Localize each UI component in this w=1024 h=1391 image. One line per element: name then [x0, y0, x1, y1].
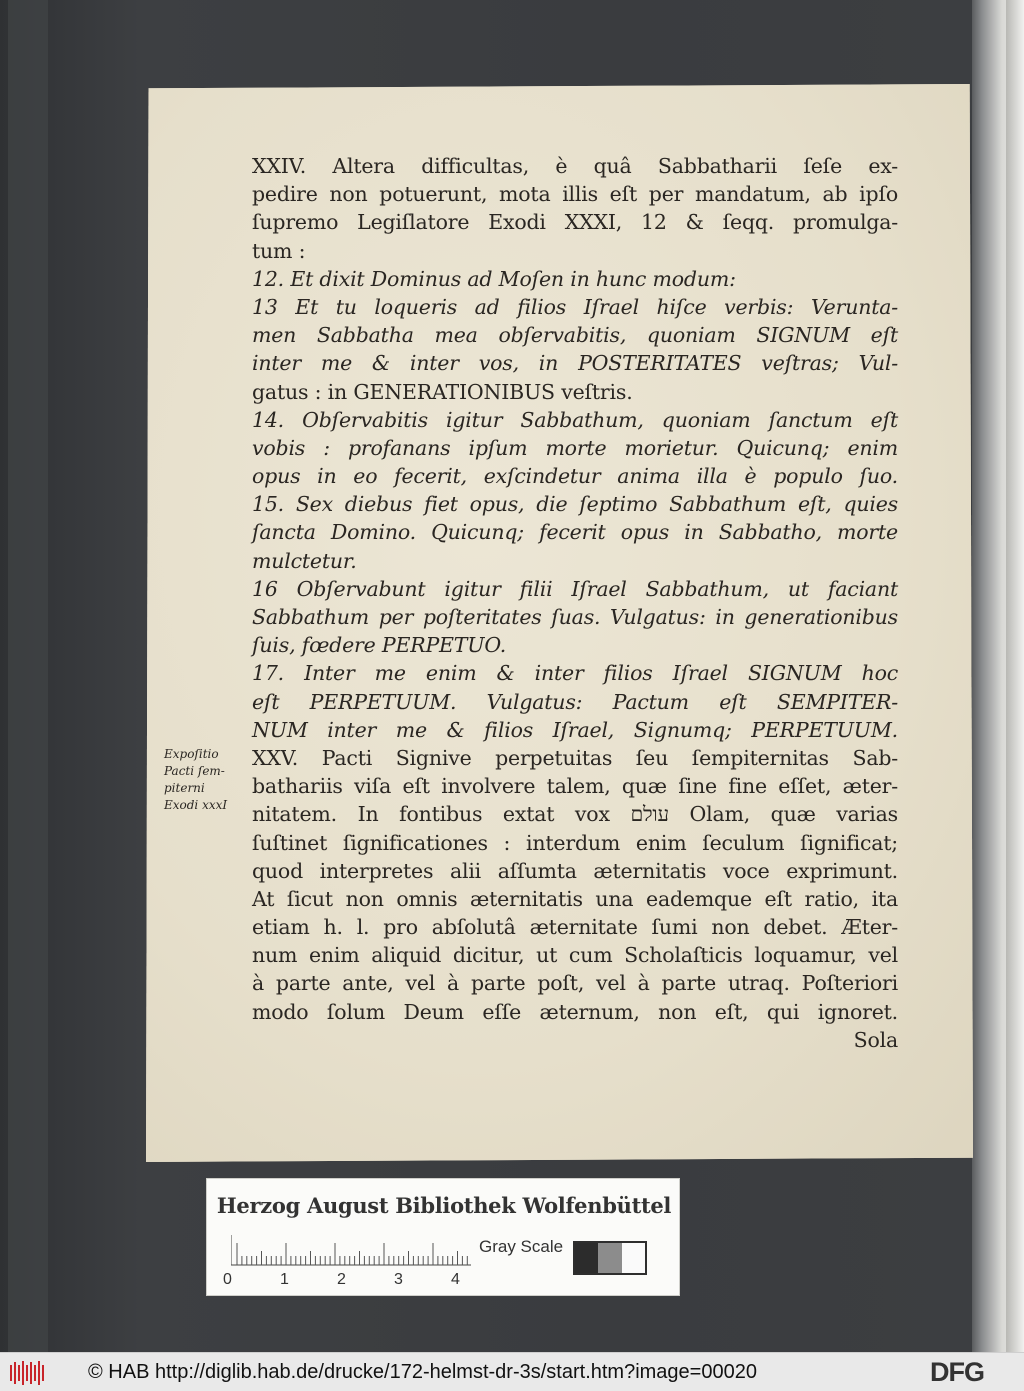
text-line: At ſicut non omnis æternitatis una eademque eſt ratio, ita: [252, 886, 898, 911]
scan-right-edge-highlight: [1006, 0, 1024, 1352]
text-line: inter me & inter vos, in POSTERITATES veſtras; Vul-: [252, 351, 898, 376]
text-line: pedire non potuerunt, mota illis eſt per mandatum, ab ipſo: [252, 182, 898, 207]
text-line: eſt PERPETUUM. Vulgatus: Pactum eſt SEMPITER-: [252, 689, 898, 714]
text-line: 13 Et tu loqueris ad filios Iſrael hiſce verbis: Verunta-: [252, 294, 898, 319]
text-line: gatus : in GENERATIONIBUS veſtris.: [252, 379, 633, 404]
text-line: XXV. Pacti Signive perpetuitas ſeu ſempiternitas Sab-: [252, 745, 898, 770]
text-line: men Sabbatha mea obſervabitis, quoniam SIGNUM eſt: [252, 323, 898, 348]
dfg-logo: DFG: [930, 1357, 984, 1387]
gray-scale-swatch: [573, 1241, 647, 1275]
text-line: 17. Inter me enim & inter filios Iſrael SIGNUM hoc: [252, 661, 898, 686]
margin-note: [164, 746, 254, 814]
margin-note-line: Pacti ſem-: [164, 764, 225, 778]
page-text: [252, 152, 898, 1054]
ruler-number: 1: [280, 1271, 289, 1288]
text-line: ſupremo Legiſlatore Exodi XXXI, 12 & ſeqq. promulga-: [252, 210, 898, 235]
margin-note-line: Expoſitio: [164, 747, 219, 761]
text-line: opus in eo fecerit, exſcindetur anima illa è populo ſuo.: [252, 464, 898, 489]
hab-logo-icon: [8, 1359, 48, 1387]
library-label-card: [206, 1178, 680, 1296]
text-line: ſuſtinet ſignificationes : interdum enim ſeculum ſignificat;: [252, 830, 898, 855]
ruler-number: 2: [337, 1271, 346, 1288]
text-line: modo ſolum Deum eſſe æternum, non eſt, qui ignoret.: [252, 999, 898, 1024]
text-line: nitatem. In fontibus extat vox עולם Olam, quæ varias: [252, 802, 898, 827]
margin-note-line: piterni: [164, 781, 205, 795]
text-line: bathariis viſa eſt involvere talem, quæ ſine fine eſſet, æter-: [252, 774, 898, 799]
copyright-link[interactable]: © HAB http://diglib.hab.de/drucke/172-helmst-dr-3s/start.htm?image=00020: [88, 1361, 757, 1383]
ruler-number: 4: [451, 1271, 460, 1288]
text-line: NUM inter me & filios Iſrael, Signumq; PERPETUUM.: [252, 717, 898, 742]
text-line: 16 Obſervabunt igitur filii Iſrael Sabbathum, ut faciant: [252, 576, 898, 601]
library-name: Herzog August Bibliothek Wolfenbüttel: [216, 1193, 672, 1218]
text-line: Sabbathum per poſteritates ſuas. Vulgatus: in generationibus: [252, 605, 898, 629]
text-line: vobis : profanans ipſum morte morietur. Quicunq; enim: [252, 435, 898, 460]
text-line: num enim aliquid dicitur, ut cum Scholaſticis loquamur, vel: [252, 943, 898, 968]
ruler-number: 0: [223, 1271, 232, 1288]
text-line: à parte ante, vel à parte poſt, vel à parte utraq. Poſteriori: [252, 971, 898, 996]
margin-note-line: Exodi xxxI: [164, 798, 228, 812]
gray-scale-label: Gray Scale: [479, 1237, 564, 1256]
viewer-footer: [0, 1352, 1024, 1391]
text-line: quod interpretes alii aſſumta æternitatis voce exprimunt.: [252, 858, 898, 883]
text-line: Sola: [853, 1027, 898, 1052]
ruler-number: 3: [394, 1271, 403, 1288]
text-line: 12. Et dixit Dominus ad Moſen in hunc modum:: [252, 266, 736, 291]
text-line: mulctetur.: [252, 548, 357, 573]
text-line: 14. Obſervabitis igitur Sabbathum, quoniam ſanctum eſt: [252, 407, 898, 432]
text-line: ſancta Domino. Quicunq; fecerit opus in Sabbatho, morte: [252, 520, 898, 545]
text-line: 15. Sex diebus fiet opus, die ſeptimo Sabbathum eſt, quies: [252, 492, 898, 517]
text-line: tum :: [252, 238, 306, 263]
scan-left-band: [8, 0, 48, 1352]
text-line: ſuis, fœdere PERPETUO.: [252, 633, 507, 658]
ruler-icon: [231, 1233, 471, 1273]
text-line: XXIV. Altera difficultas, è quâ Sabbatharii ſeſe ex-: [252, 154, 898, 178]
text-line: etiam h. l. pro abſolutâ æternitate ſumi non debet. Æter-: [252, 915, 898, 940]
